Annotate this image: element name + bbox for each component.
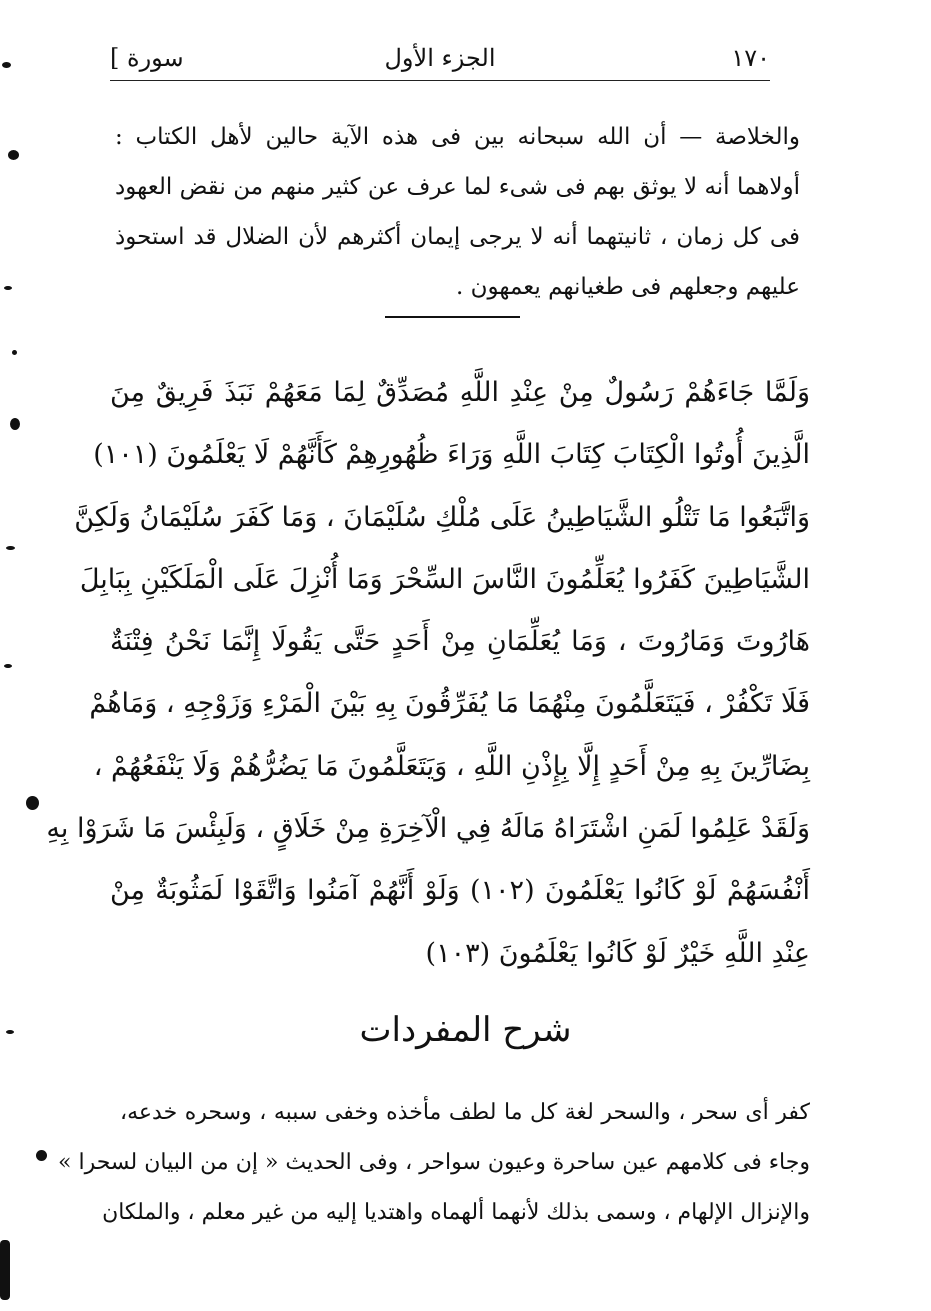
vocab-line: والإنزال الإلهام ، وسمى بذلك لأنهما ألهماه واهتديا إليه من غير معلم ، والملكان (102, 1200, 810, 1225)
scan-speck (4, 286, 12, 290)
scan-speck (26, 796, 39, 810)
verse-line: فَلَا تَكْفُرْ ، فَيَتَعَلَّمُونَ مِنْهُمَا مَا يُفَرِّقُونَ بِهِ بَيْنَ الْمَرْءِ وَزَوْجِهِ ، وَمَاهُمْ (89, 688, 810, 720)
scan-speck (36, 1150, 47, 1161)
scan-speck (0, 1240, 10, 1300)
summary-paragraph: والخلاصة — أن الله سبحانه بين فى هذه الآية حالين لأهل الكتاب : أولاهما أنه لا يوثق بهم فى شىء لما عرف عن كثير منهم من نقض العهود فى كل زمان ، ثانيتهما أنه لا يرجى إيمان أكثرهم لأن الضلال قد استحوذ عليهم وجعلهم فى طغيانهم يعمهون . (115, 124, 800, 300)
verse-line: وَلَقَدْ عَلِمُوا لَمَنِ اشْتَرَاهُ مَالَهُ فِي الْآخِرَةِ مِنْ خَلَاقٍ ، وَلَبِئْسَ مَا شَرَوْا بِهِ (46, 813, 810, 845)
header-rule (110, 80, 770, 81)
verse-line: وَلَمَّا جَاءَهُمْ رَسُولٌ مِنْ عِنْدِ اللَّهِ مُصَدِّقٌ لِمَا مَعَهُمْ نَبَذَ فَرِيقٌ مِنَ (110, 377, 810, 408)
part-title: الجزء الأول (384, 44, 496, 72)
scan-speck (12, 350, 17, 355)
scan-speck (2, 62, 11, 68)
section-title: شرح المفردات (359, 1010, 572, 1050)
vocab-line: كفر أى سحر ، والسحر لغة كل ما لطف مأخذه وخفى سببه ، وسحره خدعه، (120, 1100, 810, 1125)
page-header (110, 38, 770, 78)
scan-speck (8, 150, 19, 160)
scan-speck (10, 418, 20, 430)
scan-speck (4, 664, 12, 668)
verse-line: الشَّيَاطِينَ كَفَرُوا يُعَلِّمُونَ النَّاسَ السِّحْرَ وَمَا أُنْزِلَ عَلَى الْمَلَكَيْنِ بِبَابِلَ (79, 563, 810, 595)
vocabulary-explanation (58, 1088, 810, 1238)
verse-line: عِنْدِ اللَّهِ خَيْرٌ لَوْ كَانُوا يَعْلَمُونَ (١٠٣) (425, 937, 810, 969)
verse-line: أَنْفُسَهُمْ لَوْ كَانُوا يَعْلَمُونَ (١٠٢) وَلَوْ أَنَّهُمْ آمَنُوا وَاتَّقَوْا لَمَثُوبَةٌ مِنْ (110, 875, 810, 907)
verse-line: بِضَارِّينَ بِهِ مِنْ أَحَدٍ إِلَّا بِإِذْنِ اللَّهِ ، وَيَتَعَلَّمُونَ مَا يَضُرُّهُمْ وَلَا يَنْفَعُهُمْ ، (93, 750, 810, 782)
surah-label: سورة ] (110, 44, 184, 72)
quran-verses (46, 362, 810, 985)
verse-line: وَاتَّبَعُوا مَا تَتْلُو الشَّيَاطِينُ عَلَى مُلْكِ سُلَيْمَانَ ، وَمَا كَفَرَ سُلَيْمَانُ وَلَكِنَّ (74, 501, 810, 533)
page-number: ١٧٠ (731, 44, 770, 72)
verse-line: هَارُوتَ وَمَارُوتَ ، وَمَا يُعَلِّمَانِ مِنْ أَحَدٍ حَتَّى يَقُولَا إِنَّمَا نَحْنُ فِتْنَةٌ (110, 626, 810, 658)
vocab-line: وجاء فى كلامهم عين ساحرة وعيون سواحر ، وفى الحديث « إن من البيان لسحرا » (58, 1150, 810, 1175)
scan-speck (6, 1030, 14, 1034)
section-divider (385, 316, 520, 318)
verse-line: الَّذِينَ أُوتُوا الْكِتَابَ كِتَابَ اللَّهِ وَرَاءَ ظُهُورِهِمْ كَأَنَّهُمْ لَا يَعْلَمُونَ (١٠١) (93, 439, 810, 471)
scan-speck (6, 546, 15, 550)
